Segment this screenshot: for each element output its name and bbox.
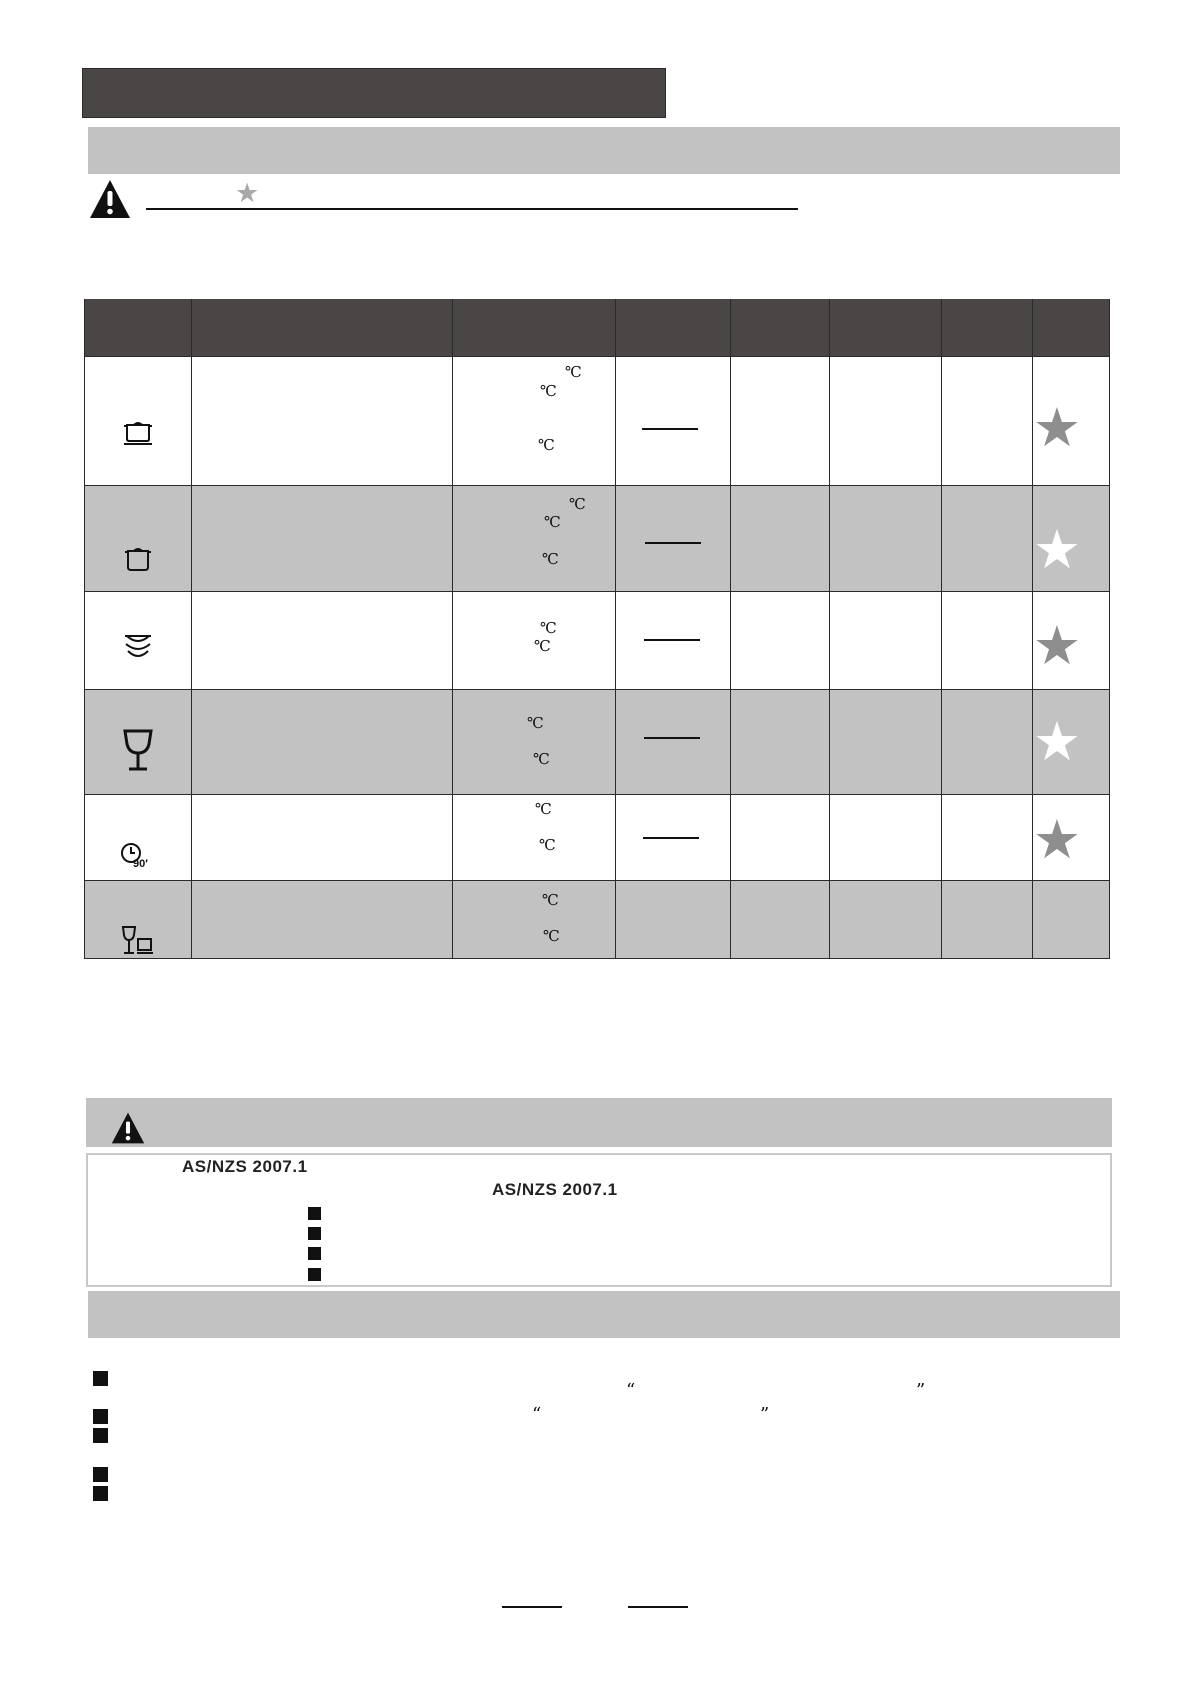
star-rating-icon: ★ <box>1032 810 1082 870</box>
bullet-square <box>93 1371 108 1386</box>
wine-glass-icon <box>84 728 191 772</box>
star-legend-icon: ★ <box>235 178 260 208</box>
dash-line <box>644 737 700 739</box>
warning-heading-band <box>86 1098 1112 1147</box>
standard-reference: AS/NZS 2007.1 <box>182 1157 308 1176</box>
table-row <box>84 689 1110 794</box>
bullet-square <box>308 1227 321 1240</box>
svg-text:90′: 90′ <box>132 858 148 869</box>
bullet-square <box>93 1486 108 1501</box>
temperature-unit: ℃ <box>565 363 582 381</box>
dash-line <box>644 639 700 641</box>
section-heading-band <box>88 1291 1120 1338</box>
table-header <box>84 299 1110 356</box>
temperature-unit: ℃ <box>527 714 544 732</box>
section-heading-band <box>88 127 1120 174</box>
90-minute-clock-icon <box>84 841 191 869</box>
temperature-unit: ℃ <box>540 382 557 400</box>
section-title-bar <box>82 68 666 118</box>
star-rating-icon: ★ <box>1032 520 1082 580</box>
open-quote: “ <box>626 1380 636 1401</box>
table-row <box>84 485 1110 591</box>
bullet-square <box>308 1247 321 1260</box>
table-row <box>84 356 1110 485</box>
bullet-square <box>93 1467 108 1482</box>
dash-line <box>643 837 699 839</box>
underline <box>628 1606 688 1608</box>
temperature-unit: ℃ <box>540 619 557 637</box>
program-table <box>84 299 1110 965</box>
star-rating-icon: ★ <box>1032 398 1082 458</box>
warning-underline <box>146 208 798 210</box>
temperature-unit: ℃ <box>538 436 555 454</box>
open-quote: “ <box>532 1404 542 1425</box>
dash-line <box>645 542 701 544</box>
temperature-unit: ℃ <box>534 637 551 655</box>
dash-line <box>642 428 698 430</box>
star-rating-icon: ★ <box>1032 616 1082 676</box>
temperature-unit: ℃ <box>535 800 552 818</box>
temperature-unit: ℃ <box>544 513 561 531</box>
close-quote: ” <box>916 1380 926 1401</box>
standard-reference: AS/NZS 2007.1 <box>492 1180 618 1199</box>
temperature-unit: ℃ <box>539 836 556 854</box>
table-row <box>84 591 1110 689</box>
stacked-plates-icon <box>84 632 191 660</box>
bullet-square <box>308 1268 321 1281</box>
close-quote: ” <box>760 1404 770 1425</box>
temperature-unit: ℃ <box>542 550 559 568</box>
table-row <box>84 794 1110 880</box>
warning-icon <box>110 1111 146 1145</box>
table-row <box>84 880 1110 959</box>
warning-icon <box>88 178 132 220</box>
star-rating-icon: ★ <box>1032 712 1082 772</box>
bullet-square <box>93 1409 108 1424</box>
temperature-unit: ℃ <box>543 927 560 945</box>
temperature-unit: ℃ <box>542 891 559 909</box>
bullet-square <box>308 1207 321 1220</box>
intensive-pot-icon <box>84 419 191 447</box>
temperature-unit: ℃ <box>533 750 550 768</box>
temperature-unit: ℃ <box>569 495 586 513</box>
glass-and-cup-icon <box>84 925 191 955</box>
pot-icon <box>84 546 191 572</box>
bullet-square <box>93 1428 108 1443</box>
underline <box>502 1606 562 1608</box>
